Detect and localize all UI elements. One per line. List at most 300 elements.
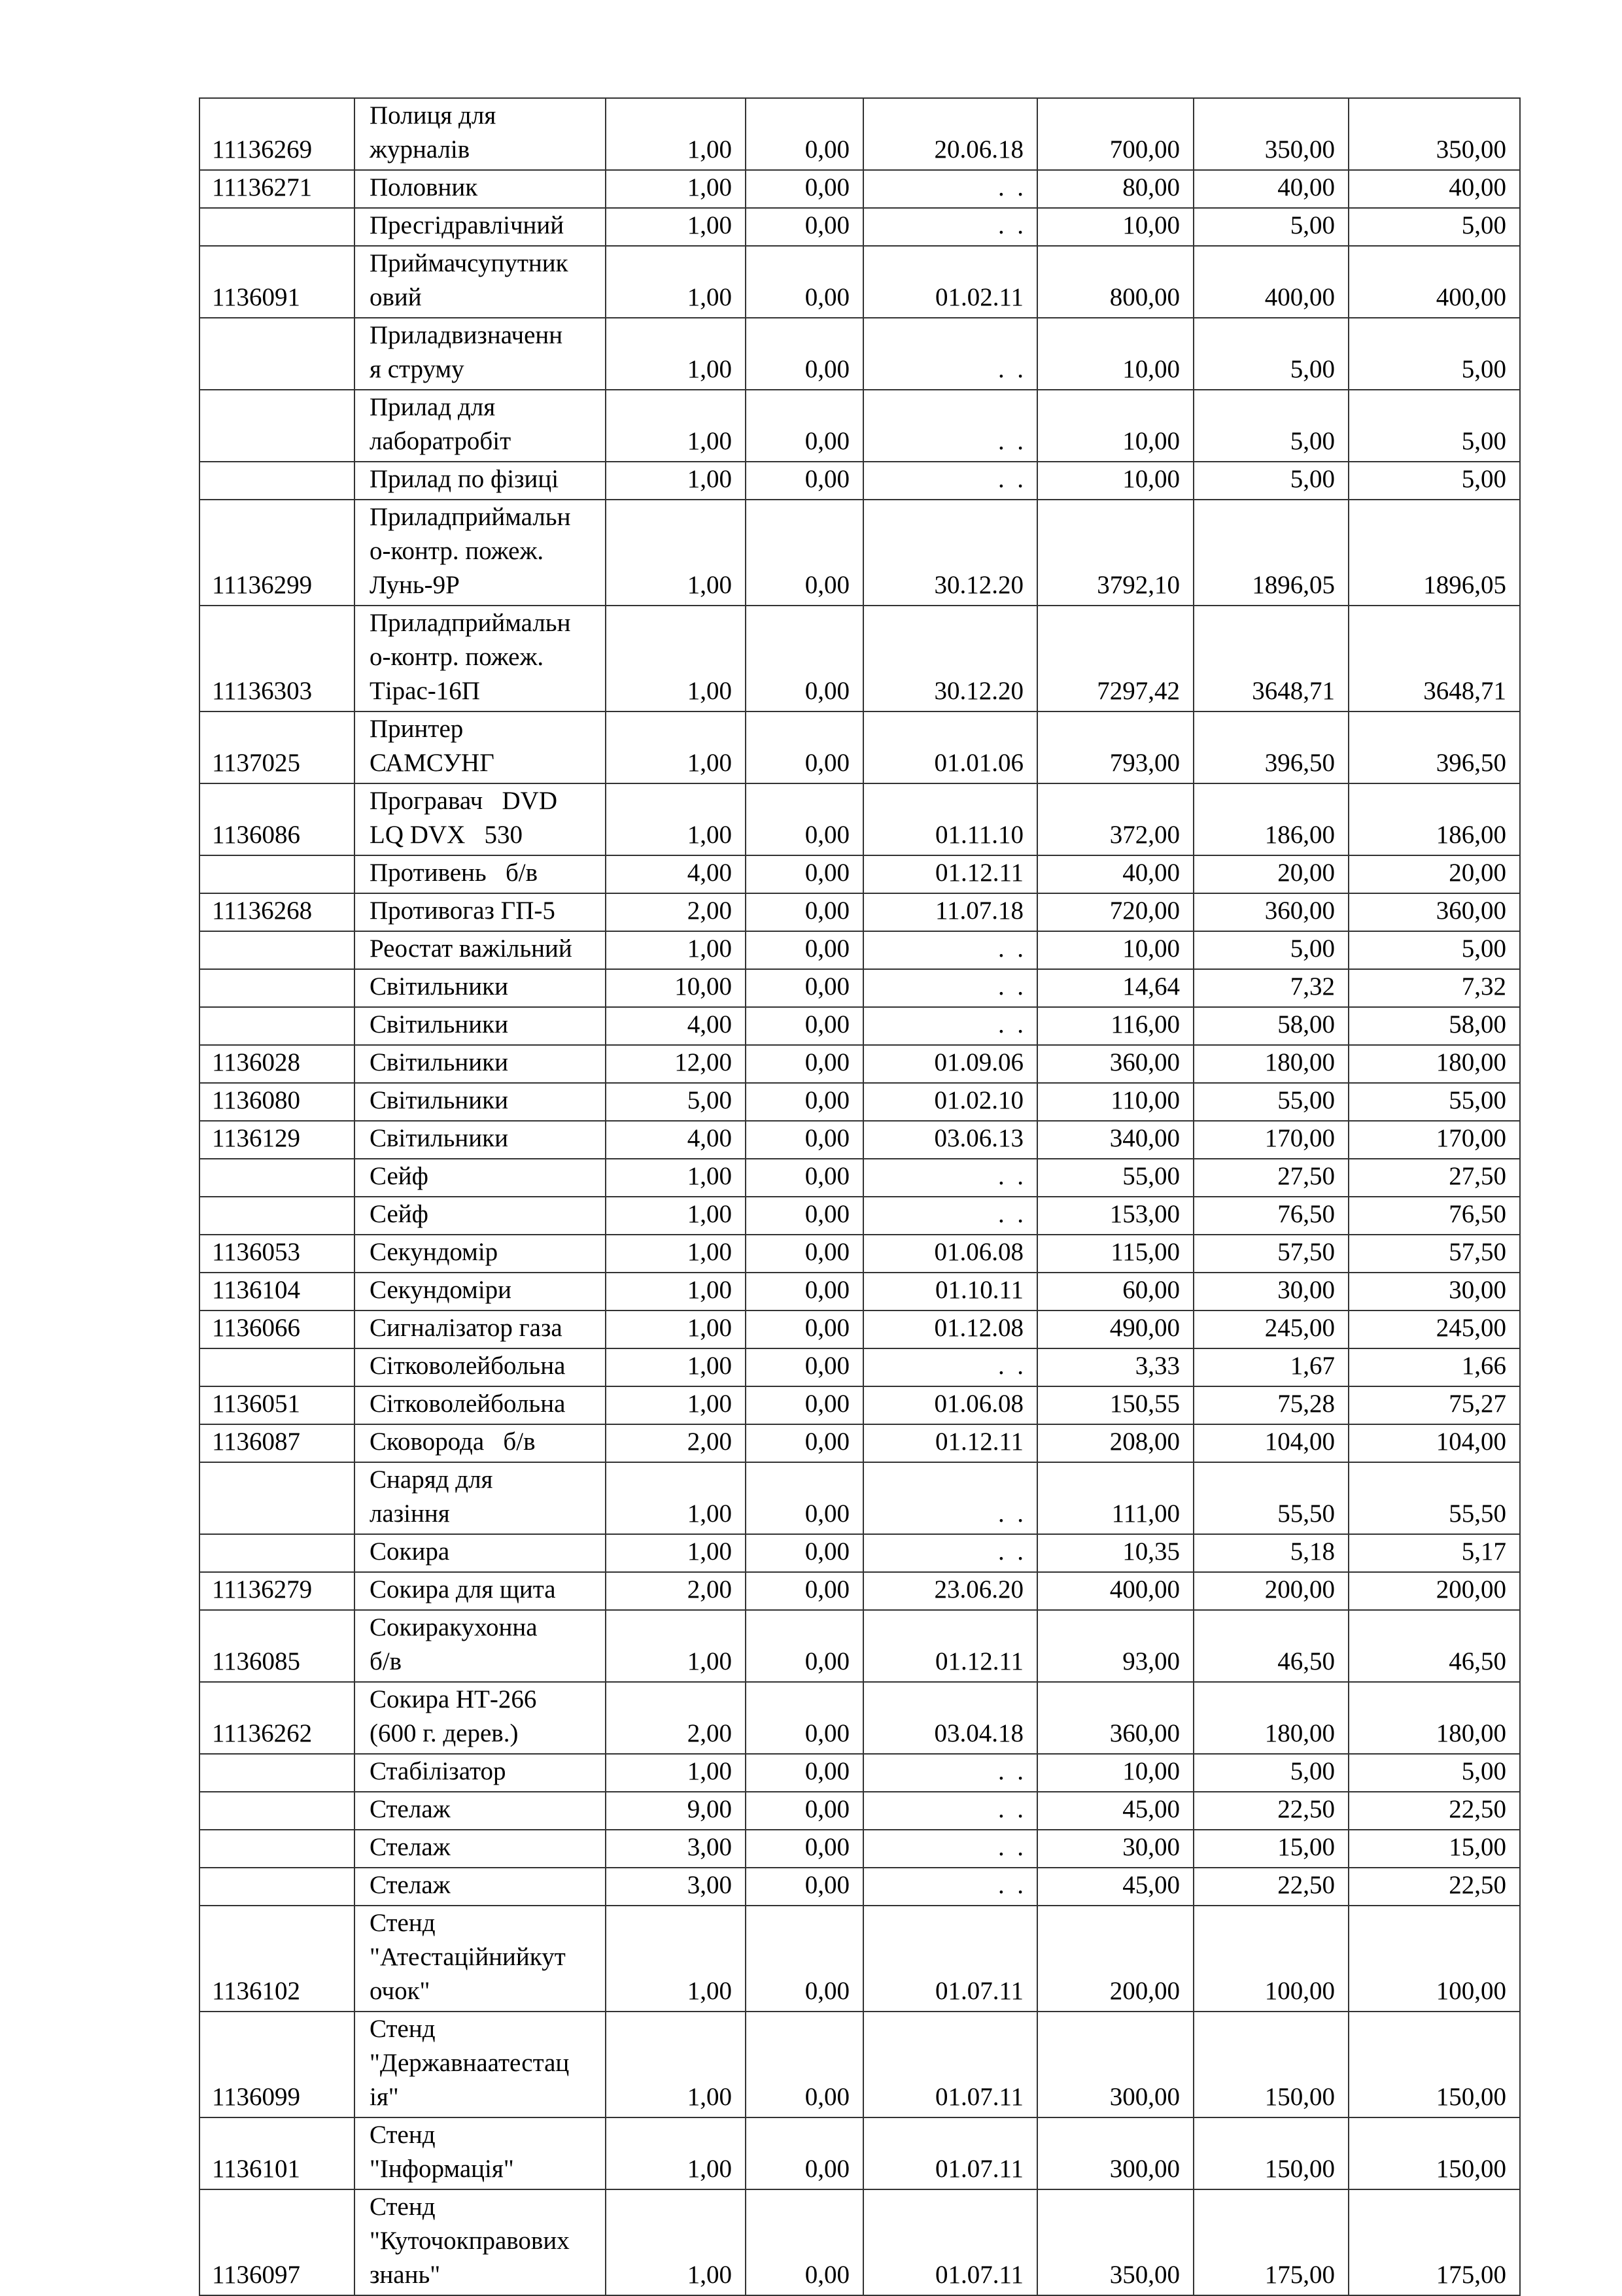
cell-value-2: 0,00	[746, 1197, 863, 1235]
cell-value-2: 0,00	[746, 462, 863, 500]
cell-depreciation: 350,00	[1194, 98, 1349, 170]
cell-value-2: 0,00	[746, 1083, 863, 1121]
cell-inventory-number	[199, 1830, 354, 1868]
cell-residual-value: 15,00	[1349, 1830, 1520, 1868]
table-row	[199, 1235, 1520, 1273]
cell-item-name	[354, 1868, 606, 1906]
cell-cost: 60,00	[1037, 1273, 1194, 1311]
cell-residual-value: 5,00	[1349, 390, 1520, 462]
item-name-line: о-контр. пожеж.	[370, 537, 544, 565]
cell-inventory-number	[199, 1348, 354, 1386]
cell-item-name	[354, 98, 606, 170]
cell-date: 01.12.11	[863, 1610, 1037, 1682]
cell-cost: 115,00	[1037, 1235, 1194, 1273]
cell-residual-value: 175,00	[1349, 2189, 1520, 2295]
cell-cost: 80,00	[1037, 170, 1194, 208]
cell-residual-value: 400,00	[1349, 246, 1520, 318]
cell-item-name	[354, 855, 606, 893]
cell-depreciation: 5,00	[1194, 931, 1349, 969]
cell-value-2: 0,00	[746, 783, 863, 855]
cell-quantity: 1,00	[606, 1462, 746, 1534]
cell-item-name	[354, 318, 606, 390]
item-name-line: Стенд	[370, 2015, 436, 2043]
cell-quantity: 2,00	[606, 1424, 746, 1462]
cell-item-name	[354, 500, 606, 606]
cell-date: 01.12.11	[863, 855, 1037, 893]
table-row	[199, 170, 1520, 208]
cell-depreciation: 75,28	[1194, 1386, 1349, 1424]
item-name-line: Сейф	[370, 1200, 428, 1228]
cell-value-2: 0,00	[746, 969, 863, 1007]
item-name-line: Секундомір	[370, 1238, 498, 1266]
cell-inventory-number: 1136066	[199, 1311, 354, 1348]
cell-date: . .	[863, 390, 1037, 462]
cell-item-name	[354, 1197, 606, 1235]
cell-item-name	[354, 170, 606, 208]
item-name-line: Приладприймальн	[370, 609, 571, 637]
cell-residual-value: 46,50	[1349, 1610, 1520, 1682]
cell-date: 01.10.11	[863, 1273, 1037, 1311]
cell-value-2: 0,00	[746, 1159, 863, 1197]
cell-residual-value: 5,00	[1349, 462, 1520, 500]
item-name-line: Стенд	[370, 2121, 436, 2149]
cell-item-name	[354, 893, 606, 931]
cell-depreciation: 245,00	[1194, 1311, 1349, 1348]
item-name-line: Полиця для	[370, 101, 496, 129]
cell-inventory-number: 1136091	[199, 246, 354, 318]
cell-date: 03.04.18	[863, 1682, 1037, 1754]
cell-depreciation: 20,00	[1194, 855, 1349, 893]
cell-inventory-number: 1136053	[199, 1235, 354, 1273]
cell-residual-value: 5,17	[1349, 1534, 1520, 1572]
cell-date: 01.07.11	[863, 2117, 1037, 2189]
cell-value-2: 0,00	[746, 1273, 863, 1311]
cell-quantity: 3,00	[606, 1868, 746, 1906]
cell-inventory-number	[199, 1754, 354, 1792]
cell-inventory-number: 11136303	[199, 606, 354, 711]
cell-cost: 720,00	[1037, 893, 1194, 931]
cell-quantity: 1,00	[606, 170, 746, 208]
cell-depreciation: 150,00	[1194, 2117, 1349, 2189]
cell-quantity: 1,00	[606, 931, 746, 969]
cell-inventory-number: 1136051	[199, 1386, 354, 1424]
cell-value-2: 0,00	[746, 2117, 863, 2189]
item-name-line: Світильники	[370, 1086, 508, 1114]
cell-inventory-number: 11136262	[199, 1682, 354, 1754]
cell-quantity: 1,00	[606, 2189, 746, 2295]
cell-inventory-number: 1136129	[199, 1121, 354, 1159]
cell-item-name	[354, 783, 606, 855]
cell-item-name	[354, 1462, 606, 1534]
cell-date: 01.07.11	[863, 2189, 1037, 2295]
cell-value-2: 0,00	[746, 500, 863, 606]
cell-depreciation: 27,50	[1194, 1159, 1349, 1197]
cell-depreciation: 58,00	[1194, 1007, 1349, 1045]
cell-depreciation: 396,50	[1194, 711, 1349, 783]
cell-residual-value: 20,00	[1349, 855, 1520, 893]
table-row	[199, 1348, 1520, 1386]
table-body	[199, 98, 1520, 2295]
table-row	[199, 1754, 1520, 1792]
item-name-line: Стелаж	[370, 1833, 451, 1861]
cell-depreciation: 5,00	[1194, 318, 1349, 390]
cell-cost: 300,00	[1037, 2012, 1194, 2117]
item-name-line: лазіння	[370, 1499, 450, 1528]
cell-inventory-number	[199, 1792, 354, 1830]
cell-cost: 700,00	[1037, 98, 1194, 170]
item-name-line: Принтер	[370, 715, 464, 743]
cell-item-name	[354, 1348, 606, 1386]
cell-date: . .	[863, 1348, 1037, 1386]
cell-date: 01.01.06	[863, 711, 1037, 783]
table-row	[199, 2117, 1520, 2189]
cell-date: . .	[863, 1754, 1037, 1792]
cell-date: . .	[863, 208, 1037, 246]
cell-inventory-number	[199, 855, 354, 893]
cell-item-name	[354, 390, 606, 462]
item-name-line: Секундоміри	[370, 1276, 512, 1304]
table-row	[199, 1045, 1520, 1083]
cell-residual-value: 76,50	[1349, 1197, 1520, 1235]
cell-item-name	[354, 1610, 606, 1682]
cell-quantity: 9,00	[606, 1792, 746, 1830]
cell-inventory-number	[199, 1534, 354, 1572]
item-name-line: о-контр. пожеж.	[370, 643, 544, 671]
cell-value-2: 0,00	[746, 1462, 863, 1534]
cell-date: 01.09.06	[863, 1045, 1037, 1083]
item-name-line: Снаряд для	[370, 1465, 493, 1494]
cell-value-2: 0,00	[746, 170, 863, 208]
cell-residual-value: 396,50	[1349, 711, 1520, 783]
cell-depreciation: 7,32	[1194, 969, 1349, 1007]
cell-inventory-number	[199, 931, 354, 969]
cell-date: 01.12.11	[863, 1424, 1037, 1462]
cell-depreciation: 30,00	[1194, 1273, 1349, 1311]
cell-depreciation: 180,00	[1194, 1045, 1349, 1083]
cell-depreciation: 5,00	[1194, 1754, 1349, 1792]
cell-depreciation: 40,00	[1194, 170, 1349, 208]
cell-quantity: 1,00	[606, 462, 746, 500]
cell-residual-value: 58,00	[1349, 1007, 1520, 1045]
cell-residual-value: 200,00	[1349, 1572, 1520, 1610]
cell-depreciation: 1896,05	[1194, 500, 1349, 606]
item-name-line: знань"	[370, 2261, 441, 2289]
item-name-line: лабоpатробіт	[370, 427, 511, 455]
item-name-line: Сітковолейбольна	[370, 1390, 566, 1418]
cell-cost: 360,00	[1037, 1045, 1194, 1083]
cell-item-name	[354, 1830, 606, 1868]
cell-value-2: 0,00	[746, 2189, 863, 2295]
cell-quantity: 2,00	[606, 1572, 746, 1610]
cell-cost: 3792,10	[1037, 500, 1194, 606]
cell-item-name	[354, 462, 606, 500]
cell-residual-value: 360,00	[1349, 893, 1520, 931]
cell-item-name	[354, 1159, 606, 1197]
cell-depreciation: 180,00	[1194, 1682, 1349, 1754]
cell-quantity: 4,00	[606, 855, 746, 893]
cell-cost: 40,00	[1037, 855, 1194, 893]
cell-item-name	[354, 1121, 606, 1159]
cell-inventory-number	[199, 1868, 354, 1906]
table-row	[199, 1197, 1520, 1235]
cell-cost: 153,00	[1037, 1197, 1194, 1235]
cell-depreciation: 5,18	[1194, 1534, 1349, 1572]
item-name-line: САМСУНГ	[370, 749, 494, 777]
cell-date: 01.07.11	[863, 2012, 1037, 2117]
table-row	[199, 1572, 1520, 1610]
cell-item-name	[354, 1424, 606, 1462]
item-name-line: ія"	[370, 2083, 399, 2111]
cell-depreciation: 150,00	[1194, 2012, 1349, 2117]
cell-value-2: 0,00	[746, 1906, 863, 2012]
cell-cost: 10,00	[1037, 931, 1194, 969]
cell-inventory-number	[199, 462, 354, 500]
cell-inventory-number	[199, 390, 354, 462]
cell-inventory-number: 1136097	[199, 2189, 354, 2295]
cell-depreciation: 100,00	[1194, 1906, 1349, 2012]
cell-depreciation: 175,00	[1194, 2189, 1349, 2295]
cell-cost: 800,00	[1037, 246, 1194, 318]
item-name-line: Світильники	[370, 1010, 508, 1038]
cell-cost: 7297,42	[1037, 606, 1194, 711]
table-row	[199, 1311, 1520, 1348]
cell-inventory-number	[199, 969, 354, 1007]
cell-inventory-number	[199, 1462, 354, 1534]
table-row	[199, 2189, 1520, 2295]
cell-cost: 93,00	[1037, 1610, 1194, 1682]
cell-depreciation: 57,50	[1194, 1235, 1349, 1273]
cell-cost: 3,33	[1037, 1348, 1194, 1386]
cell-cost: 30,00	[1037, 1830, 1194, 1868]
item-name-line: Стенд	[370, 2193, 436, 2221]
cell-quantity: 1,00	[606, 318, 746, 390]
cell-item-name	[354, 1682, 606, 1754]
cell-quantity: 1,00	[606, 2117, 746, 2189]
cell-date: . .	[863, 1868, 1037, 1906]
cell-depreciation: 200,00	[1194, 1572, 1349, 1610]
table-row	[199, 500, 1520, 606]
cell-quantity: 4,00	[606, 1007, 746, 1045]
cell-residual-value: 1,66	[1349, 1348, 1520, 1386]
cell-depreciation: 1,67	[1194, 1348, 1349, 1386]
table-row	[199, 462, 1520, 500]
cell-quantity: 1,00	[606, 1273, 746, 1311]
cell-cost: 150,55	[1037, 1386, 1194, 1424]
cell-residual-value: 55,50	[1349, 1462, 1520, 1534]
item-name-line: Сигналізатор газа	[370, 1314, 562, 1342]
cell-depreciation: 55,50	[1194, 1462, 1349, 1534]
cell-inventory-number	[199, 318, 354, 390]
item-name-line: Стабілізатор	[370, 1757, 506, 1785]
cell-quantity: 1,00	[606, 1159, 746, 1197]
item-name-line: Стелаж	[370, 1795, 451, 1823]
cell-item-name	[354, 2012, 606, 2117]
cell-cost: 300,00	[1037, 2117, 1194, 2189]
cell-date: 23.06.20	[863, 1572, 1037, 1610]
cell-quantity: 4,00	[606, 1121, 746, 1159]
cell-residual-value: 5,00	[1349, 1754, 1520, 1792]
cell-cost: 372,00	[1037, 783, 1194, 855]
cell-value-2: 0,00	[746, 893, 863, 931]
cell-depreciation: 104,00	[1194, 1424, 1349, 1462]
item-name-line: Прилад для	[370, 393, 496, 421]
table-row	[199, 1868, 1520, 1906]
item-name-line: "Куточокправових	[370, 2227, 570, 2255]
cell-value-2: 0,00	[746, 1868, 863, 1906]
cell-value-2: 0,00	[746, 98, 863, 170]
cell-item-name	[354, 1311, 606, 1348]
item-name-line: Прилад по фізиці	[370, 465, 559, 493]
cell-item-name	[354, 1235, 606, 1273]
cell-residual-value: 5,00	[1349, 931, 1520, 969]
item-name-line: Пресгідравлічний	[370, 211, 564, 239]
cell-inventory-number	[199, 1159, 354, 1197]
cell-inventory-number: 1136104	[199, 1273, 354, 1311]
cell-value-2: 0,00	[746, 1682, 863, 1754]
table-row	[199, 606, 1520, 711]
table-row	[199, 783, 1520, 855]
cell-item-name	[354, 931, 606, 969]
cell-cost: 10,35	[1037, 1534, 1194, 1572]
cell-inventory-number: 1136087	[199, 1424, 354, 1462]
table-row	[199, 893, 1520, 931]
cell-residual-value: 55,00	[1349, 1083, 1520, 1121]
cell-cost: 10,00	[1037, 318, 1194, 390]
cell-item-name	[354, 1906, 606, 2012]
table-row	[199, 1792, 1520, 1830]
cell-residual-value: 180,00	[1349, 1045, 1520, 1083]
cell-quantity: 1,00	[606, 500, 746, 606]
cell-depreciation: 400,00	[1194, 246, 1349, 318]
cell-quantity: 5,00	[606, 1083, 746, 1121]
cell-quantity: 1,00	[606, 390, 746, 462]
item-name-line: я струму	[370, 355, 464, 383]
cell-inventory-number: 1136102	[199, 1906, 354, 2012]
cell-cost: 14,64	[1037, 969, 1194, 1007]
item-name-line: Сковорода б/в	[370, 1428, 536, 1456]
item-name-line: овий	[370, 283, 422, 311]
item-name-line: Світильники	[370, 1124, 508, 1152]
table-row	[199, 931, 1520, 969]
cell-value-2: 0,00	[746, 2012, 863, 2117]
item-name-line: "Інформація"	[370, 2155, 514, 2183]
cell-quantity: 10,00	[606, 969, 746, 1007]
cell-date: . .	[863, 969, 1037, 1007]
cell-value-2: 0,00	[746, 1830, 863, 1868]
cell-value-2: 0,00	[746, 1792, 863, 1830]
cell-depreciation: 5,00	[1194, 390, 1349, 462]
item-name-line: журналів	[370, 135, 470, 163]
cell-value-2: 0,00	[746, 1348, 863, 1386]
cell-inventory-number: 11136269	[199, 98, 354, 170]
item-name-line: Програвач DVD	[370, 787, 557, 815]
cell-date: . .	[863, 931, 1037, 969]
cell-cost: 793,00	[1037, 711, 1194, 783]
cell-quantity: 1,00	[606, 1534, 746, 1572]
cell-date: 01.11.10	[863, 783, 1037, 855]
table-row	[199, 1083, 1520, 1121]
item-name-line: Стенд	[370, 1909, 436, 1937]
cell-item-name	[354, 1386, 606, 1424]
cell-cost: 10,00	[1037, 208, 1194, 246]
item-name-line: Світильники	[370, 1048, 508, 1076]
cell-date: 01.12.08	[863, 1311, 1037, 1348]
cell-residual-value: 245,00	[1349, 1311, 1520, 1348]
item-name-line: "Атестаційнийкут	[370, 1943, 566, 1971]
cell-inventory-number: 1136080	[199, 1083, 354, 1121]
cell-quantity: 1,00	[606, 208, 746, 246]
cell-date: 11.07.18	[863, 893, 1037, 931]
item-name-line: Сокира	[370, 1537, 450, 1566]
cell-residual-value: 22,50	[1349, 1868, 1520, 1906]
cell-residual-value: 3648,71	[1349, 606, 1520, 711]
cell-date: . .	[863, 1197, 1037, 1235]
cell-value-2: 0,00	[746, 1610, 863, 1682]
table-row	[199, 2012, 1520, 2117]
cell-residual-value: 1896,05	[1349, 500, 1520, 606]
cell-residual-value: 22,50	[1349, 1792, 1520, 1830]
cell-quantity: 1,00	[606, 711, 746, 783]
cell-cost: 10,00	[1037, 1754, 1194, 1792]
cell-quantity: 2,00	[606, 893, 746, 931]
cell-cost: 45,00	[1037, 1792, 1194, 1830]
cell-residual-value: 5,00	[1349, 318, 1520, 390]
cell-date: . .	[863, 1462, 1037, 1534]
cell-item-name	[354, 1083, 606, 1121]
cell-inventory-number: 1137025	[199, 711, 354, 783]
cell-value-2: 0,00	[746, 1386, 863, 1424]
cell-quantity: 1,00	[606, 1197, 746, 1235]
item-name-line: "Державнаатестац	[370, 2049, 570, 2077]
cell-value-2: 0,00	[746, 318, 863, 390]
cell-depreciation: 5,00	[1194, 462, 1349, 500]
item-name-line: Противогаз ГП-5	[370, 897, 555, 925]
cell-residual-value: 27,50	[1349, 1159, 1520, 1197]
cell-cost: 55,00	[1037, 1159, 1194, 1197]
cell-residual-value: 5,00	[1349, 208, 1520, 246]
cell-residual-value: 104,00	[1349, 1424, 1520, 1462]
cell-value-2: 0,00	[746, 711, 863, 783]
cell-item-name	[354, 1273, 606, 1311]
cell-date: 20.06.18	[863, 98, 1037, 170]
item-name-line: Приладвизначенн	[370, 321, 563, 349]
cell-item-name	[354, 246, 606, 318]
cell-value-2: 0,00	[746, 1121, 863, 1159]
cell-residual-value: 100,00	[1349, 1906, 1520, 2012]
cell-date: . .	[863, 1534, 1037, 1572]
cell-quantity: 1,00	[606, 1386, 746, 1424]
table-row	[199, 855, 1520, 893]
cell-depreciation: 22,50	[1194, 1868, 1349, 1906]
cell-quantity: 1,00	[606, 606, 746, 711]
cell-date: . .	[863, 170, 1037, 208]
cell-item-name	[354, 969, 606, 1007]
cell-value-2: 0,00	[746, 1007, 863, 1045]
item-name-line: Лунь-9Р	[370, 571, 460, 599]
cell-cost: 10,00	[1037, 390, 1194, 462]
cell-residual-value: 30,00	[1349, 1273, 1520, 1311]
cell-residual-value: 57,50	[1349, 1235, 1520, 1273]
cell-cost: 111,00	[1037, 1462, 1194, 1534]
table-row	[199, 1121, 1520, 1159]
cell-value-2: 0,00	[746, 390, 863, 462]
cell-inventory-number	[199, 208, 354, 246]
cell-date: 01.02.11	[863, 246, 1037, 318]
table-row	[199, 969, 1520, 1007]
cell-quantity: 3,00	[606, 1830, 746, 1868]
cell-residual-value: 170,00	[1349, 1121, 1520, 1159]
cell-item-name	[354, 1792, 606, 1830]
